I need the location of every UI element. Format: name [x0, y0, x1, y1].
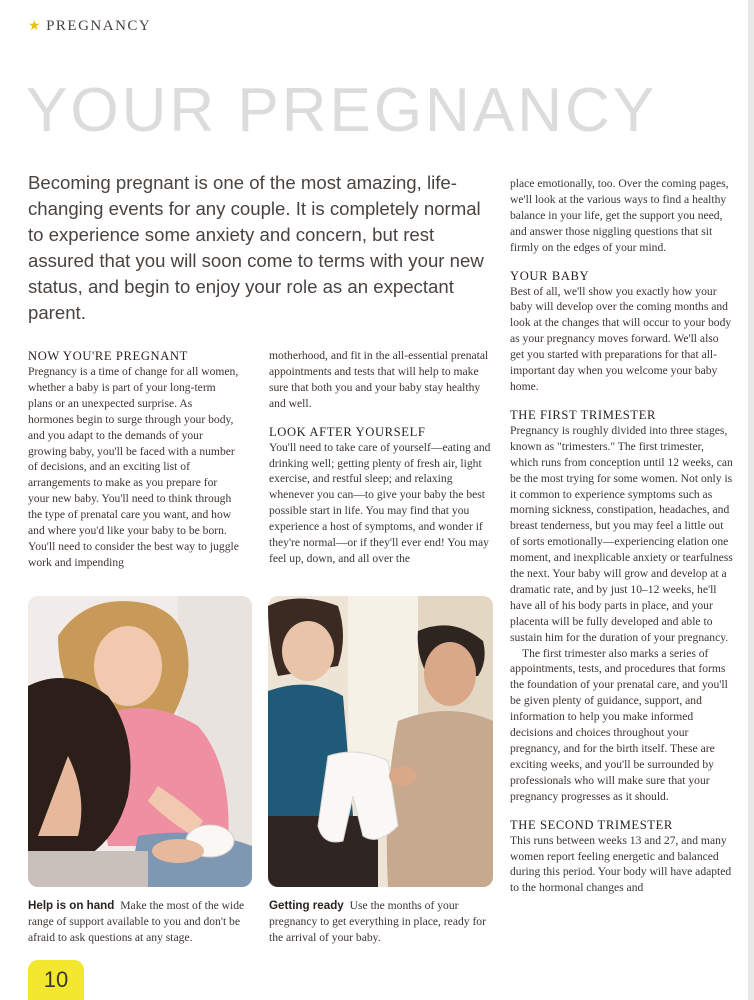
body-second-trimester: This runs between weeks 13 and 27, and many women report feeling energetic and balanced during this period. Your body will have adapted to the hormonal changes and: [510, 833, 732, 895]
caption-help-on-hand-title: Help is on hand: [28, 899, 115, 912]
column-3: [510, 176, 735, 896]
photo-getting-ready: [268, 596, 493, 887]
photo-help-on-hand: [28, 596, 252, 887]
column-1: [28, 348, 240, 571]
body-look-after: You'll need to take care of yourself—eating and drinking well; getting plenty of fresh air, light exercise, and restful sleep; and relaxing whenever you can—to give your baby the best possible start in life. You may find that you experience a host of symptoms, and wonder if they're normal—or if they'll ever end! You may feel up, down, and all over the: [269, 440, 491, 565]
section-label: [28, 18, 151, 35]
caption-help-on-hand-text: Make the most of the wide range of support available to you and don't be afraid to ask questions at any stage.: [28, 899, 245, 944]
caption-help-on-hand: [28, 898, 254, 946]
body-look-after-cont: place emotionally, too. Over the coming pages, we'll look at the various ways to find a healthy balance in your life, get the support you need, and answer those niggling questions that sit firmly on the edges of your mind.: [510, 177, 729, 254]
page-title: YOUR PREGNANCY: [26, 76, 658, 145]
caption-getting-ready: [269, 898, 495, 946]
body-now-pregnant-cont: motherhood, and fit in the all-essential prenatal appointments and tests that will help to make sure that both you and your baby stay healthy and well.: [269, 349, 489, 410]
page-number: 10: [28, 960, 84, 1000]
star-icon: ★: [28, 19, 43, 34]
body-your-baby: Best of all, we'll show you exactly how your baby will develop over the coming months and look at the changes that will occur to your body as your pregnancy moves forward. We'll also get you started with preparations for that all-important day when you welcome your baby home.: [510, 284, 732, 393]
section-label-text: PREGNANCY: [46, 18, 152, 34]
heading-second-trimester: THE SECOND TRIMESTER: [510, 817, 673, 832]
page-edge-shadow: [748, 0, 754, 1000]
body-first-trimester: Pregnancy is roughly divided into three stages, known as "trimesters." The first trimester, which runs from conception until 12 weeks, can be the most trying for some women. Not only is it common to experience symptoms such as morning sickness, constipation, headaches, and breast tenderness, but you may feel a little out of sorts emotionally—experiencing elation one moment, and inexplicable anxiety or tearfulness the next. Your baby will grow and develop at a dramatic rate, and by just 10–12 weeks, he'll have all of his body parts in place, and your placenta will be fully developed and able to sustain him for the duration of your pregnancy.: [510, 423, 733, 644]
heading-first-trimester: THE FIRST TRIMESTER: [510, 407, 656, 422]
heading-look-after: LOOK AFTER YOURSELF: [269, 424, 426, 439]
body-first-trimester-2: The first trimester also marks a series of appointments, tests, and procedures that forms the foundation of your prenatal care, and you'll be given plenty of guidance, support, and information to help you make informed decisions and choices throughout your pregnancy, and for the birth itself. These are exciting weeks, and you'll be surrounded by professionals who will make sure that your pregnancy progresses as it should.: [510, 646, 728, 803]
heading-your-baby: YOUR BABY: [510, 268, 590, 283]
caption-getting-ready-text: Use the months of your pregnancy to get everything in place, ready for the arrival of your baby.: [269, 899, 486, 944]
caption-getting-ready-title: Getting ready: [269, 899, 344, 912]
column-2: [269, 348, 495, 567]
body-now-pregnant: Pregnancy is a time of change for all women, whether a baby is part of your long-term plans or an unexpected surprise. As hormones begin to surge through your body, and you adapt to the demands of your growing baby, you'll be faced with a number of decisions, and an exciting list of arrangements to make as you prepare for your new baby. You'll need to think through the type of prenatal care you want, and how and where you'd like your baby to be born. You'll need to consider the best way to juggle work and impending: [28, 365, 239, 569]
heading-now-pregnant: NOW YOU'RE PREGNANT: [28, 349, 188, 363]
intro-paragraph: Becoming pregnant is one of the most amazing, life-changing events for any couple. It is completely normal to experience some anxiety and concern, but rest assured that you will soon come to terms with your new status, and begin to enjoy your role as an expectant parent.: [28, 172, 484, 323]
